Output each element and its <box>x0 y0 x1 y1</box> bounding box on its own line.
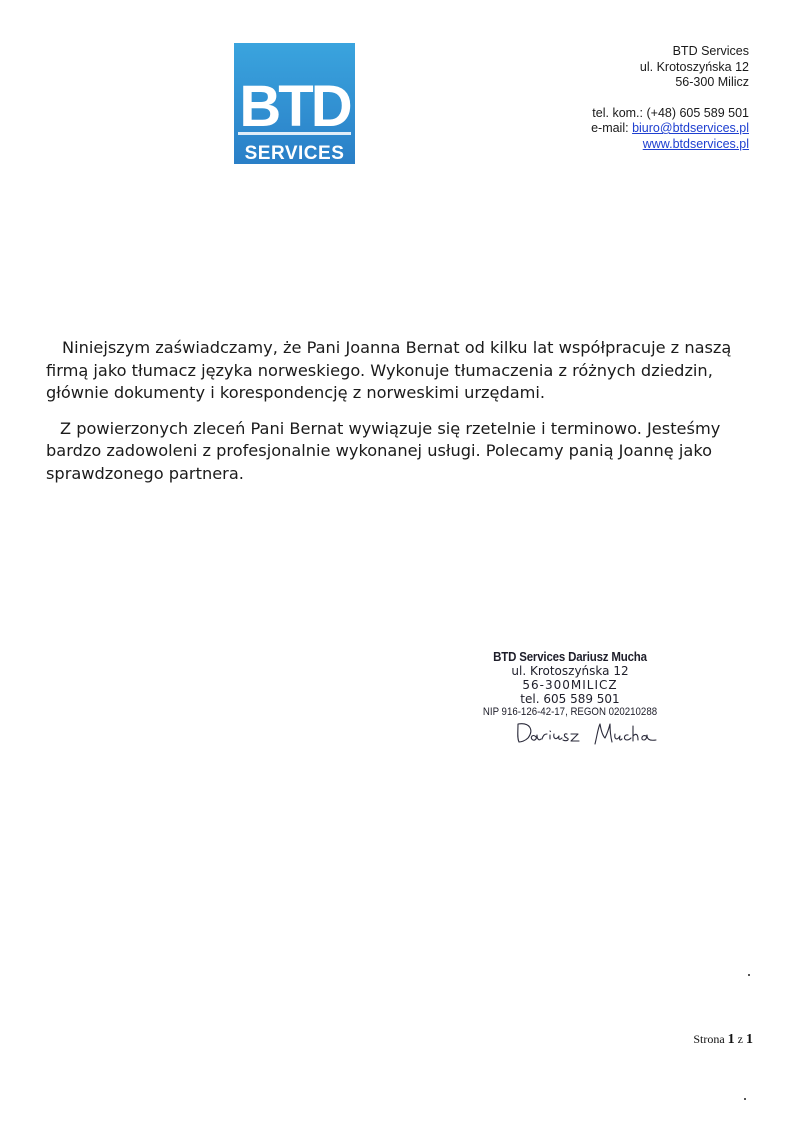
letter-paragraph-1: Niniejszym zaświadczamy, że Pani Joanna Bernat od kilku lat współpracuje z naszą firmą jako tłumacz języka norweskiego. Wykonuje tłumaczenia z różnych dziedzin, głównie dokumenty i korespondencję z norweskimi urzędami. <box>46 338 732 402</box>
total-pages: 1 <box>746 1032 753 1047</box>
stamp-street: ul. Krotoszyńska 12 <box>511 664 629 678</box>
stamp-name: BTD Services Dariusz Mucha <box>493 650 647 664</box>
current-page: 1 <box>727 1032 735 1047</box>
company-phone: tel. kom.: (+48) 605 589 501 <box>592 105 749 120</box>
stamp-phone: tel. 605 589 501 <box>520 692 620 706</box>
company-email-row <box>591 121 749 137</box>
btd-logo-graphic <box>234 43 355 164</box>
company-contact-block <box>591 44 749 152</box>
email-link[interactable]: biuro@btdservices.pl <box>632 121 749 135</box>
page-number <box>693 1032 753 1048</box>
letter-paragraph-2: Z powierzonych zleceń Pani Bernat wywiązuje się rzetelnie i terminowo. Jesteśmy bardzo zadowoleni z profesjonalnie wykonanej usługi. Polecamy panią Joannę jako sprawdzonego partnera. <box>46 418 721 483</box>
company-street: ul. Krotoszyńska 12 <box>639 59 749 74</box>
company-logo <box>234 43 355 164</box>
stamp-city: 56-300MILICZ <box>522 678 618 692</box>
website-link[interactable]: www.btdservices.pl <box>642 136 749 151</box>
handwritten-signature <box>512 718 662 748</box>
company-city: 56-300 Milicz <box>675 75 749 89</box>
logo-subtitle: SERVICES <box>244 143 345 164</box>
page-of-label: z <box>737 1032 743 1046</box>
signature-graphic <box>512 718 662 748</box>
company-stamp <box>470 650 670 718</box>
company-name: BTD Services <box>672 44 749 58</box>
letter-body <box>46 337 758 498</box>
email-label: e-mail: <box>591 121 629 135</box>
page-label: Strona <box>693 1032 725 1046</box>
logo-letters: BTD <box>239 74 350 139</box>
stamp-ids: NIP 916-126-42-17, REGON 020210288 <box>482 706 658 718</box>
scan-speck <box>744 1098 746 1100</box>
scan-speck <box>748 974 750 976</box>
